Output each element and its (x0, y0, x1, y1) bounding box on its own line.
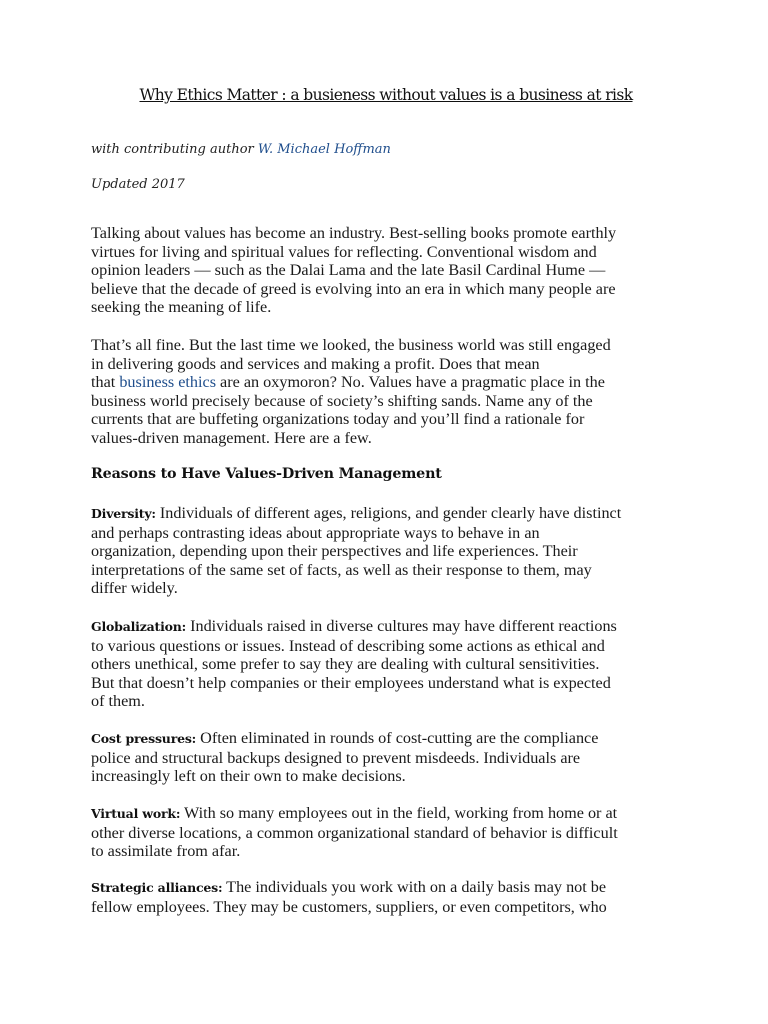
reason-term: Diversity: (91, 506, 156, 521)
reason-first-line (91, 878, 681, 898)
updated-date: Updated 2017 (91, 177, 185, 192)
reason-line: others unethical, some prefer to say they are dealing with cultural sensitivities. (91, 655, 600, 674)
byline (91, 142, 391, 157)
reason-line: fellow employees. They may be customers, suppliers, or even competitors, who (91, 897, 607, 916)
document-title: Why Ethics Matter : a busieness without values is a business at risk (139, 86, 633, 104)
reason-line: of them. (91, 692, 145, 711)
reason-cost-pressures (91, 729, 681, 786)
reason-term: Globalization: (91, 619, 187, 634)
line-text: that (91, 373, 120, 392)
intro-line: opinion leaders — such as the Dalai Lama and the late Basil Cardinal Hume — (91, 261, 606, 280)
byline-prefix: with contributing author (91, 142, 258, 157)
line-text: are an oxymoron? No. Values have a pragmatic place in the (216, 373, 605, 392)
reason-virtual-work (91, 804, 681, 861)
reason-text: With so many employees out in the field, working from home or at (180, 804, 618, 822)
reason-text: Individuals of different ages, religions, and gender clearly have distinct (155, 504, 622, 522)
reason-diversity (91, 504, 681, 598)
reason-term: Strategic alliances: (91, 880, 223, 895)
reason-line: interpretations of the same set of facts, as well as their response to them, may (91, 560, 592, 579)
reason-line: other diverse locations, a common organizational standard of behavior is difficult (91, 823, 618, 842)
intro-line: Talking about values has become an industry. Best-selling books promote earthly (91, 224, 617, 242)
reason-line: to assimilate from afar. (91, 842, 241, 861)
intro-line: seeking the meaning of life. (91, 298, 272, 317)
reason-line: increasingly left on their own to make decisions. (91, 767, 406, 786)
paragraph-line (91, 373, 681, 392)
reason-first-line (91, 617, 681, 637)
business-ethics-link[interactable]: business ethics (119, 373, 216, 392)
reason-globalization (91, 617, 681, 711)
reason-first-line (91, 804, 681, 824)
reason-text: The individuals you work with on a daily basis may not be (222, 878, 607, 896)
paragraph-line: in delivering goods and services and making a profit. Does that mean (91, 354, 540, 373)
paragraph-line: That’s all fine. But the last time we looked, the business world was still engaged (91, 336, 611, 354)
reason-line: police and structural backups designed to prevent misdeeds. Individuals are (91, 748, 581, 767)
reason-line: to various questions or issues. Instead of describing some actions as ethical and (91, 636, 605, 655)
intro-line: virtues for living and spiritual values for reflecting. Conventional wisdom and (91, 242, 597, 261)
section-heading: Reasons to Have Values-Driven Management (91, 466, 442, 482)
reason-line: differ widely. (91, 579, 178, 598)
paragraph-line: values-driven management. Here are a few. (91, 428, 372, 447)
reason-line: But that doesn’t help companies or their employees understand what is expected (91, 673, 611, 692)
reason-term: Virtual work: (91, 806, 181, 821)
reason-line: organization, depending upon their perspectives and life experiences. Their (91, 542, 578, 561)
reason-first-line (91, 504, 681, 524)
reason-text: Individuals raised in diverse cultures may have different reactions (186, 617, 617, 635)
reason-line: and perhaps contrasting ideas about appropriate ways to behave in an (91, 523, 540, 542)
paragraph-line: business world precisely because of society’s shifting sands. Name any of the (91, 391, 593, 410)
reason-text: Often eliminated in rounds of cost-cutting are the compliance (196, 729, 599, 747)
intro-line: believe that the decade of greed is evolving into an era in which many people are (91, 279, 616, 298)
reason-strategic-alliances (91, 878, 681, 916)
intro-paragraph (91, 224, 681, 317)
paragraph-line: currents that are buffeting organizations today and you’ll find a rationale for (91, 410, 585, 429)
second-paragraph (91, 336, 681, 448)
reason-first-line (91, 729, 681, 749)
author-link[interactable]: W. Michael Hoffman (257, 142, 391, 157)
reason-term: Cost pressures: (91, 731, 197, 746)
